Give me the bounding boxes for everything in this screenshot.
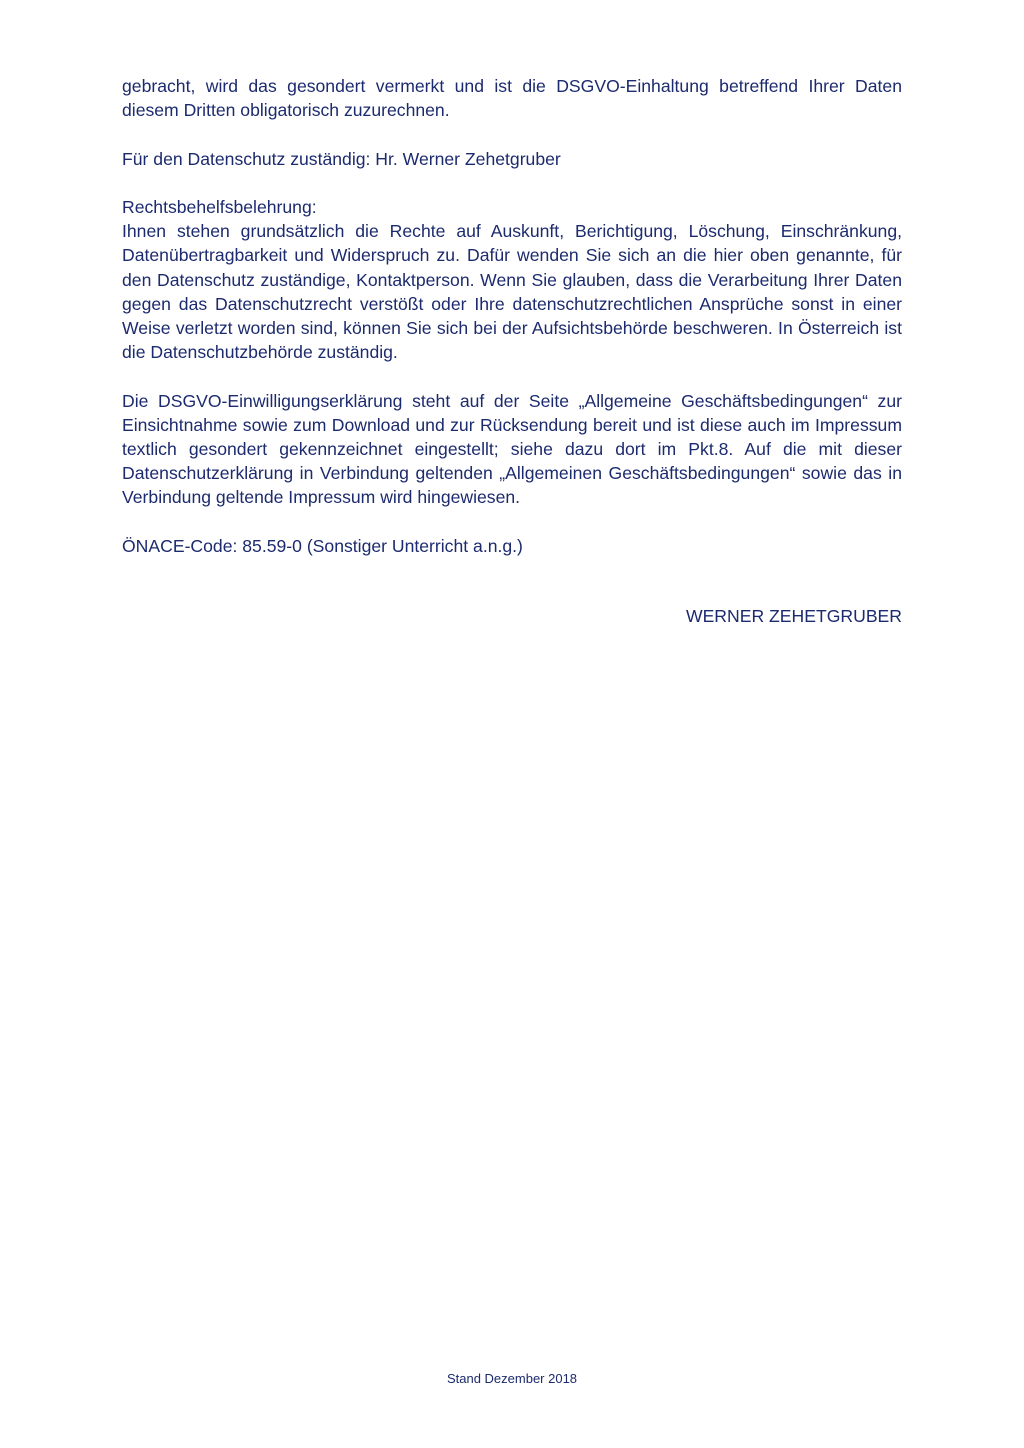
paragraph-third-party-data: gebracht, wird das gesondert vermerkt und ist die DSGVO-Einhaltung betreffend Ihrer Daten diesem Dritten obligatorisch zuzurechnen. [122,76,902,121]
consent-paragraph: Die DSGVO-Einwilligungserklärung steht auf der Seite „Allgemeine Geschäftsbedingungen“ zur Einsichtnahme sowie zum Download und zur Rücksendung bereit und ist diese auch im Impressum textlich gesondert gekennzeichnet eingestellt; siehe dazu dort im Pkt.8. Auf die mit dieser Datenschutzerklärung in Verbindung geltenden „Allgemeinen Geschäftsbedingungen“ sowie das in Verbindung geltende Impressum wird hingewiesen. [122,390,902,508]
legal-remedy-section [122,195,902,364]
legal-remedy-text: Ihnen stehen grundsätzlich die Rechte auf Auskunft, Berichtigung, Löschung, Einschränkung, Datenübertragbarkeit und Widerspruch zu. Dafür wenden Sie sich an die hier oben genannte, für den Datenschutz zuständige, Kontaktperson. Wenn Sie glauben, dass die Verarbeitung Ihrer Daten gegen das Datenschutzrecht verstößt oder Ihre datenschutzrechtlichen Ansprüche sonst in einer Weise verletzt worden sind, können Sie sich bei der Aufsichtsbehörde beschweren. In Österreich ist die Datenschutzbehörde zuständig. [122,221,902,363]
data-protection-contact: Für den Datenschutz zuständig: Hr. Werner Zehetgruber [122,148,561,169]
document-body [122,74,902,582]
page-footer: Stand Dezember 2018 [446,1371,578,1386]
oenace-code: ÖNACE-Code: 85.59-0 (Sonstiger Unterricht a.n.g.) [122,535,523,556]
signature: WERNER ZEHETGRUBER [685,606,902,626]
legal-remedy-heading: Rechtsbehelfsbelehrung: [122,196,317,217]
